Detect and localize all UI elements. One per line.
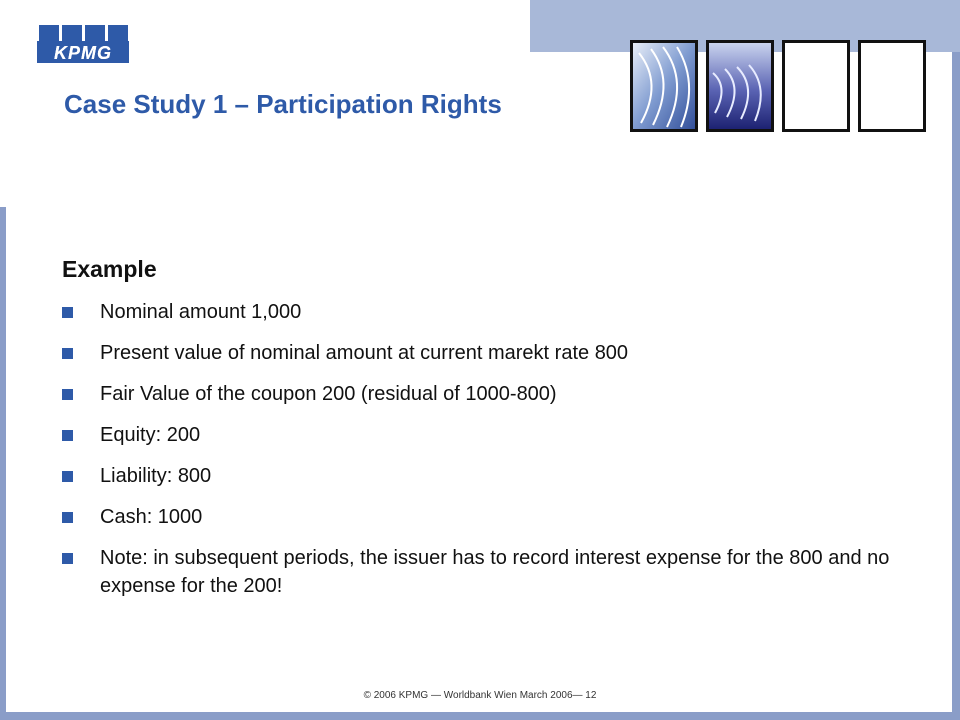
list-item [62,380,922,408]
square-bullet-icon [62,471,73,482]
list-item [62,503,922,531]
list-item-text: Fair Value of the coupon 200 (residual of 1000-800) [100,383,557,405]
list-item [62,421,922,449]
list-item-text: Nominal amount 1,000 [100,301,302,323]
kpmg-logo [37,25,129,65]
header-photo-strip [630,40,930,135]
left-border-strip [0,207,6,720]
bottom-border-strip [0,712,960,720]
logo-text: KPMG [54,43,112,63]
list-item-text: Liability: 800 [100,465,212,487]
header-photo-4 [858,40,926,132]
example-heading: Example [62,256,157,282]
square-bullet-icon [62,430,73,441]
header-photo-1 [630,40,698,132]
square-bullet-icon [62,389,73,400]
bullet-list [62,298,922,613]
list-item [62,544,922,600]
header-photo-2 [706,40,774,132]
header-photo-3 [782,40,850,132]
footer-text: © 2006 KPMG — Worldbank Wien March 2006— 12 [363,690,597,701]
list-item-text: Note: in subsequent periods, the issuer has to record interest expense for the 800 and no expense for the 200! [100,547,890,597]
right-border-strip [952,52,960,720]
square-bullet-icon [62,348,73,359]
slide-title: Case Study 1 – Participation Rights [64,89,502,119]
list-item [62,298,922,326]
list-item-text: Present value of nominal amount at current marekt rate 800 [100,342,629,364]
list-item-text: Equity: 200 [100,424,201,446]
square-bullet-icon [62,307,73,318]
list-item [62,339,922,367]
list-item-text: Cash: 1000 [100,506,203,528]
square-bullet-icon [62,553,73,564]
square-bullet-icon [62,512,73,523]
list-item [62,462,922,490]
